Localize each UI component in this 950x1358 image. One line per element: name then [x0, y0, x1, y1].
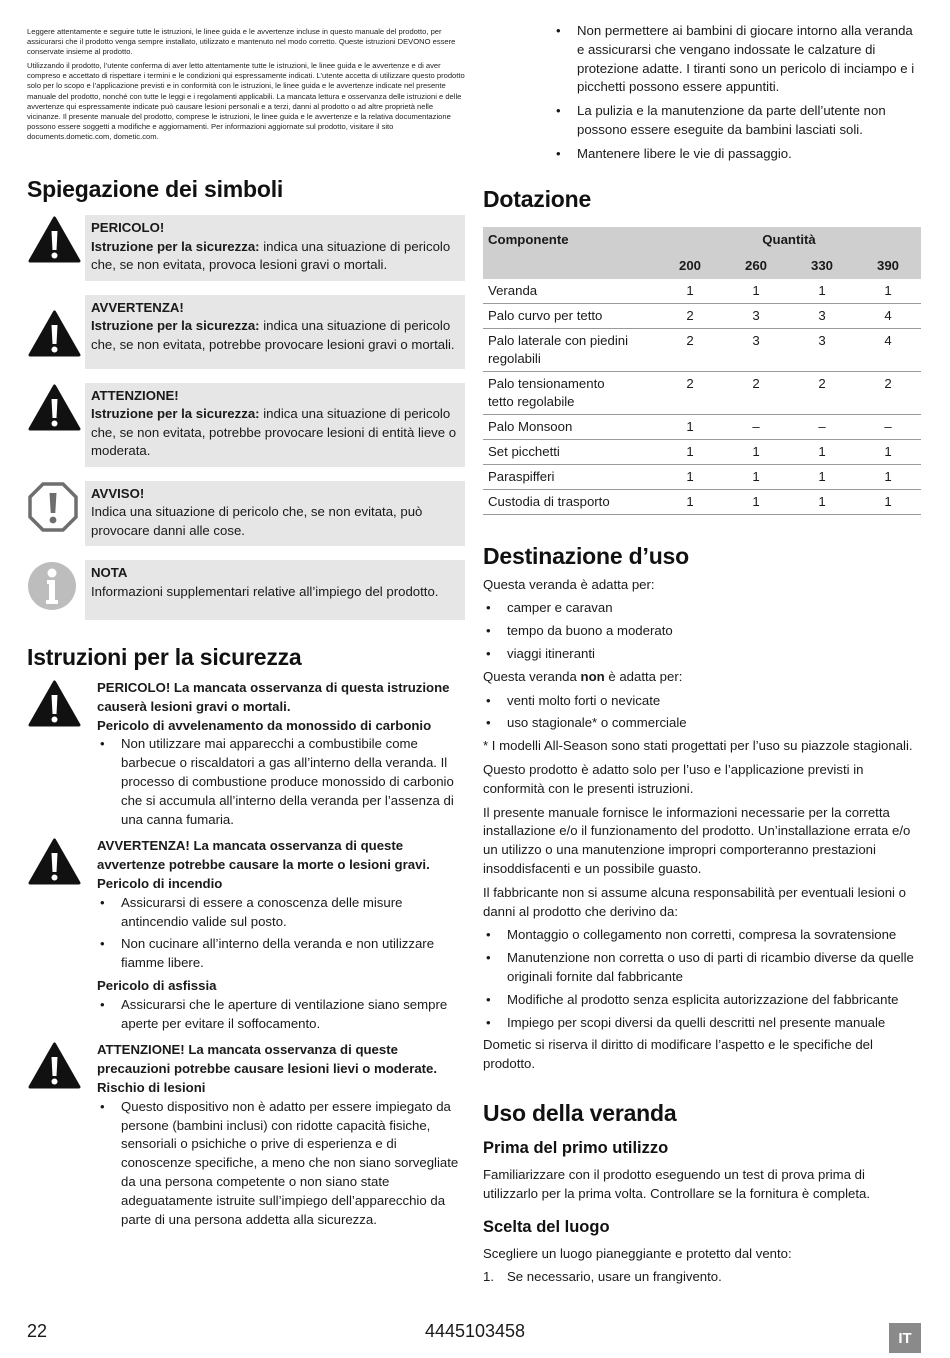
table-row — [483, 489, 921, 514]
paragraph: Dometic si riserva il diritto di modificare l’aspetto e le specifiche del prodotto. — [483, 1037, 873, 1072]
dotazione-table — [483, 227, 921, 515]
cell-qty: 1 — [723, 464, 789, 489]
cell-qty: 1 — [855, 279, 921, 304]
safety-danger-head: PERICOLO! La mancata osservanza di questa istruzione causerà lesioni gravi o mortali. — [97, 680, 450, 714]
symbol-text: indica una situazione di pericolo che, se non evitata, potrebbe provocare lesioni gravi o mortali. — [91, 318, 455, 352]
caution-triangle-icon — [27, 1041, 97, 1233]
cell-qty: 1 — [789, 464, 855, 489]
symbol-text: Indica una situazione di pericolo che, se non evitata, può provocare danni alle cose. — [91, 504, 423, 538]
symbol-text: Informazioni supplementari relative all’impiego del prodotto. — [91, 583, 439, 599]
symbol-title: PERICOLO! — [91, 220, 165, 236]
danger-triangle-icon — [27, 215, 85, 275]
cell-qty: 3 — [723, 303, 789, 328]
list-item: • Assicurarsi che le aperture di ventilazione siano sempre aperte per evitare il soffocamento. — [97, 996, 465, 1034]
not-suitable-intro — [483, 668, 923, 687]
safety-caution-sub: Rischio di lesioni — [97, 1079, 206, 1095]
cell-qty: 1 — [723, 489, 789, 514]
cell-qty: 1 — [657, 464, 723, 489]
cell-qty: 2 — [657, 328, 723, 371]
cell-qty: 2 — [657, 303, 723, 328]
safety-heading: Istruzioni per la sicurezza — [27, 644, 302, 671]
symbol-lead: Istruzione per la sicurezza: — [91, 238, 260, 254]
table-row — [483, 328, 921, 371]
symbol-danger-box — [85, 215, 465, 281]
safety-danger — [27, 679, 465, 833]
info-circle-icon — [27, 560, 85, 620]
suitable-intro: Questa veranda è adatta per: — [483, 576, 655, 592]
cell-qty: 1 — [789, 439, 855, 464]
list-item: • Non utilizzare mai apparecchi a combustibile come barbecue o riscaldatori a gas all’interno della veranda. Il processo di combustione produce monossido di carbonio che si accumula all’interno della veranda per l’assenza di una canna fumaria. — [97, 735, 465, 829]
symbol-note — [27, 560, 465, 620]
uso-subheading-1: Prima del primo utilizzo — [483, 1138, 669, 1157]
safety-warning — [27, 837, 465, 1037]
cell-name: Palo tensionamento tetto regolabile — [483, 371, 657, 414]
paragraph: Scegliere un luogo pianeggiante e protetto dal vento: — [483, 1245, 792, 1261]
list-item: • Non permettere ai bambini di giocare intorno alla veranda e assicurarsi che vengano indossate le calzature di protezione adatte. I tiranti sono un pericolo di inciampo e i picchetti possono essere appuntiti. — [553, 22, 923, 97]
cell-qty: 3 — [723, 328, 789, 371]
cell-qty: 3 — [789, 328, 855, 371]
symbol-lead: Istruzione per la sicurezza: — [91, 318, 260, 334]
list-item: • Questo dispositivo non è adatto per essere impiegato da persone (bambini inclusi) con ridotte capacità fisiche, sensoriali o psichiche o prive di esperienza e di conoscenze specifiche, a meno che non siano sorvegliate da una persona competente o non siano state adeguatamente istruite sull’impiego dell’apparecchio da parte di una persona addetta alla sicurezza. — [97, 1098, 465, 1230]
table-header-row — [483, 227, 921, 253]
safety-warning-head: AVVERTENZA! La mancata osservanza di queste avvertenze potrebbe causare la morte o lesioni gravi. — [97, 838, 430, 873]
cell-qty: 1 — [789, 279, 855, 304]
cell-qty: 2 — [855, 371, 921, 414]
size-label: 260 — [723, 253, 789, 279]
symbol-notice-box — [85, 481, 465, 547]
table-row — [483, 371, 921, 414]
symbol-text: indica una situazione di pericolo che, se non evitata, provoca lesioni gravi o mortali. — [91, 238, 451, 273]
paragraph: Familiarizzare con il prodotto eseguendo un test di prova prima di utilizzarlo per la prima volta. Controllare se la fornitura è completa. — [483, 1166, 871, 1201]
intro-paragraph-1: Leggere attentamente e seguire tutte le istruzioni, le linee guida e le avvertenze incluse in questo manuale del prodotto, per assicurarsi che il prodotto venga sempre installato, utilizzato e mantenuto nel modo corretto. Queste istruzioni DEVONO essere conservate insieme al prodotto. — [27, 27, 456, 57]
cell-qty: 1 — [657, 414, 723, 439]
symbol-warning — [27, 295, 465, 369]
cell-qty: 1 — [723, 279, 789, 304]
list-item: • viaggi itineranti — [483, 645, 923, 664]
table-row — [483, 439, 921, 464]
table-row — [483, 464, 921, 489]
list-item: • tempo da buono a moderato — [483, 622, 923, 641]
uso-heading: Uso della veranda — [483, 1099, 677, 1126]
table-size-row — [483, 253, 921, 279]
cell-qty: – — [855, 414, 921, 439]
page-number: 22 — [27, 1321, 48, 1341]
symbol-note-box — [85, 560, 465, 620]
list-item: • uso stagionale* o commerciale — [483, 714, 923, 733]
cell-qty: 4 — [855, 303, 921, 328]
symbol-caution — [27, 383, 465, 467]
paragraph: Il presente manuale fornisce le informazioni necessarie per la corretta installazione e/o il funzionamento del prodotto. Un’installazione errata e/o un utilizzo o una manutenzione impropri comporteranno prestazioni insoddisfacenti e un possibile guasto. — [483, 804, 911, 876]
cell-name: Paraspifferi — [483, 464, 657, 489]
caution-triangle-icon — [27, 383, 85, 443]
symbol-notice — [27, 481, 465, 547]
intro-paragraph-2: Utilizzando il prodotto, l’utente conferma di aver letto attentamente tutte le istruzioni, le linee guida e le avvertenze e di aver compreso e accettato di rispettare i termini e le condizioni qui espressamente indicati. L’utente accetta di utilizzare questo prodotto solo per lo scopo e l’applicazione previsti e in conformità con le istruzioni, le linee guida e le avvertenze indicate nel presente manuale del prodotto, nonché con tutte le leggi e i regolamenti applicabili. La mancata lettura e osservanza delle istruzioni e delle avvertenze qui espressamente indicate può causare lesioni personali e a terzi, danni al prodotto o ad altre proprietà nelle vicinanze. Il presente manuale del prodotto, comprese le istruzioni, le linee guida e le avvertenze e la relativa documentazione possono essere soggetti a modifiche e aggiornamenti. Per informazioni aggiornate sul prodotto, visitare il sito documents.dometic.com, dometic.com. — [27, 61, 465, 141]
list-item: • venti molto forti o nevicate — [483, 692, 923, 711]
symbol-danger — [27, 215, 465, 281]
list-item: • Manutenzione non corretta o uso di parti di ricambio diverse da quelle originali fornite dal fabbricante — [483, 949, 923, 987]
list-item: • Non cucinare all’interno della veranda e non utilizzare fiamme libere. — [97, 935, 465, 973]
list-item: • camper e caravan — [483, 599, 923, 618]
cell-name: Palo laterale con piedini regolabili — [483, 328, 657, 371]
cell-qty: 1 — [723, 439, 789, 464]
symbol-title: ATTENZIONE! — [91, 387, 179, 403]
cell-qty: 2 — [657, 371, 723, 414]
cell-qty: 1 — [657, 439, 723, 464]
symbols-heading: Spiegazione dei simboli — [27, 176, 284, 203]
warning-triangle-icon — [27, 837, 97, 1037]
notice-octagon-icon — [27, 481, 85, 541]
list-item: • Assicurarsi di essere a conoscenza delle misure antincendio valide sul posto. — [97, 894, 465, 932]
cell-qty: 1 — [855, 489, 921, 514]
list-item: • Mantenere libere le vie di passaggio. — [553, 145, 923, 164]
text-part: Questa veranda — [483, 668, 581, 684]
table-row — [483, 303, 921, 328]
text-part: è adatta per: — [604, 668, 683, 684]
safety-caution-head: ATTENZIONE! La mancata osservanza di queste precauzioni potrebbe causare lesioni lievi o moderate. — [97, 1042, 438, 1077]
cell-qty: 4 — [855, 328, 921, 371]
cell-name: Palo Monsoon — [483, 414, 657, 439]
left-column — [27, 27, 465, 1237]
safety-warning-sub1: Pericolo di incendio — [97, 876, 223, 891]
size-label: 330 — [789, 253, 855, 279]
footnote: * I modelli All-Season sono stati progettati per l’uso su piazzole stagionali. — [483, 738, 913, 754]
list-item: • La pulizia e la manutenzione da parte dell’utente non possono essere eseguite da bambini lasciati soli. — [553, 102, 923, 140]
col-quantity: Quantità — [657, 227, 921, 253]
step-number: 1. — [483, 1269, 494, 1285]
list-item: • Impiego per scopi diversi da quelli descritti nel presente manuale — [483, 1014, 923, 1033]
safety-caution — [27, 1041, 465, 1233]
list-item: • Modifiche al prodotto senza esplicita autorizzazione del fabbricante — [483, 991, 923, 1010]
destinazione-section — [483, 543, 923, 1074]
safety-warning-sub2: Pericolo di asfissia — [97, 977, 217, 993]
symbol-lead: Istruzione per la sicurezza: — [91, 406, 260, 422]
danger-triangle-icon — [27, 679, 97, 833]
safety-continued — [483, 22, 923, 164]
paragraph: Questo prodotto è adatto solo per l’uso e l’applicazione previsti in conformità con le presenti istruzioni. — [483, 761, 864, 796]
list-item: • Montaggio o collegamento non corretti, compresa la sovratensione — [483, 926, 923, 945]
symbol-warning-box — [85, 295, 465, 369]
table-row — [483, 279, 921, 304]
cell-name: Custodia di trasporto — [483, 489, 657, 514]
symbol-text: indica una situazione di pericolo che, se non evitata, potrebbe provocare lesioni di entità lieve o moderata. — [91, 406, 457, 459]
intro-text — [27, 27, 465, 142]
cell-name: Palo curvo per tetto — [483, 303, 657, 328]
uso-subheading-2: Scelta del luogo — [483, 1217, 610, 1236]
list-item — [483, 1268, 923, 1287]
cell-qty: 2 — [789, 371, 855, 414]
step-text: Se necessario, usare un frangivento. — [507, 1269, 722, 1285]
col-component: Componente — [483, 227, 657, 253]
destinazione-heading: Destinazione d’uso — [483, 542, 689, 569]
right-column — [483, 22, 923, 1287]
cell-name: Set picchetti — [483, 439, 657, 464]
cell-qty: 1 — [657, 279, 723, 304]
cell-qty: 1 — [657, 489, 723, 514]
warning-triangle-icon — [27, 295, 85, 369]
cell-qty: 1 — [855, 464, 921, 489]
language-badge: IT — [889, 1323, 921, 1353]
cell-qty: – — [789, 414, 855, 439]
cell-qty: 1 — [855, 439, 921, 464]
size-label: 390 — [855, 253, 921, 279]
paragraph: Il fabbricante non si assume alcuna responsabilità per eventuali lesioni o danni al prodotto che derivino da: — [483, 884, 906, 919]
symbol-title: AVVERTENZA! — [91, 299, 184, 315]
cell-qty: 2 — [723, 371, 789, 414]
size-label: 200 — [657, 253, 723, 279]
cell-name: Veranda — [483, 279, 657, 304]
cell-qty: 1 — [789, 489, 855, 514]
symbol-title: AVVISO! — [91, 485, 145, 501]
dotazione-heading: Dotazione — [483, 185, 592, 212]
document-code: 4445103458 — [424, 1321, 526, 1341]
symbol-caution-box — [85, 383, 465, 467]
safety-danger-sub: Pericolo di avvelenamento da monossido di carbonio — [97, 717, 432, 733]
cell-qty: – — [723, 414, 789, 439]
text-part: non — [580, 668, 605, 684]
symbol-title: NOTA — [91, 565, 128, 581]
cell-qty: 3 — [789, 303, 855, 328]
table-row — [483, 414, 921, 439]
